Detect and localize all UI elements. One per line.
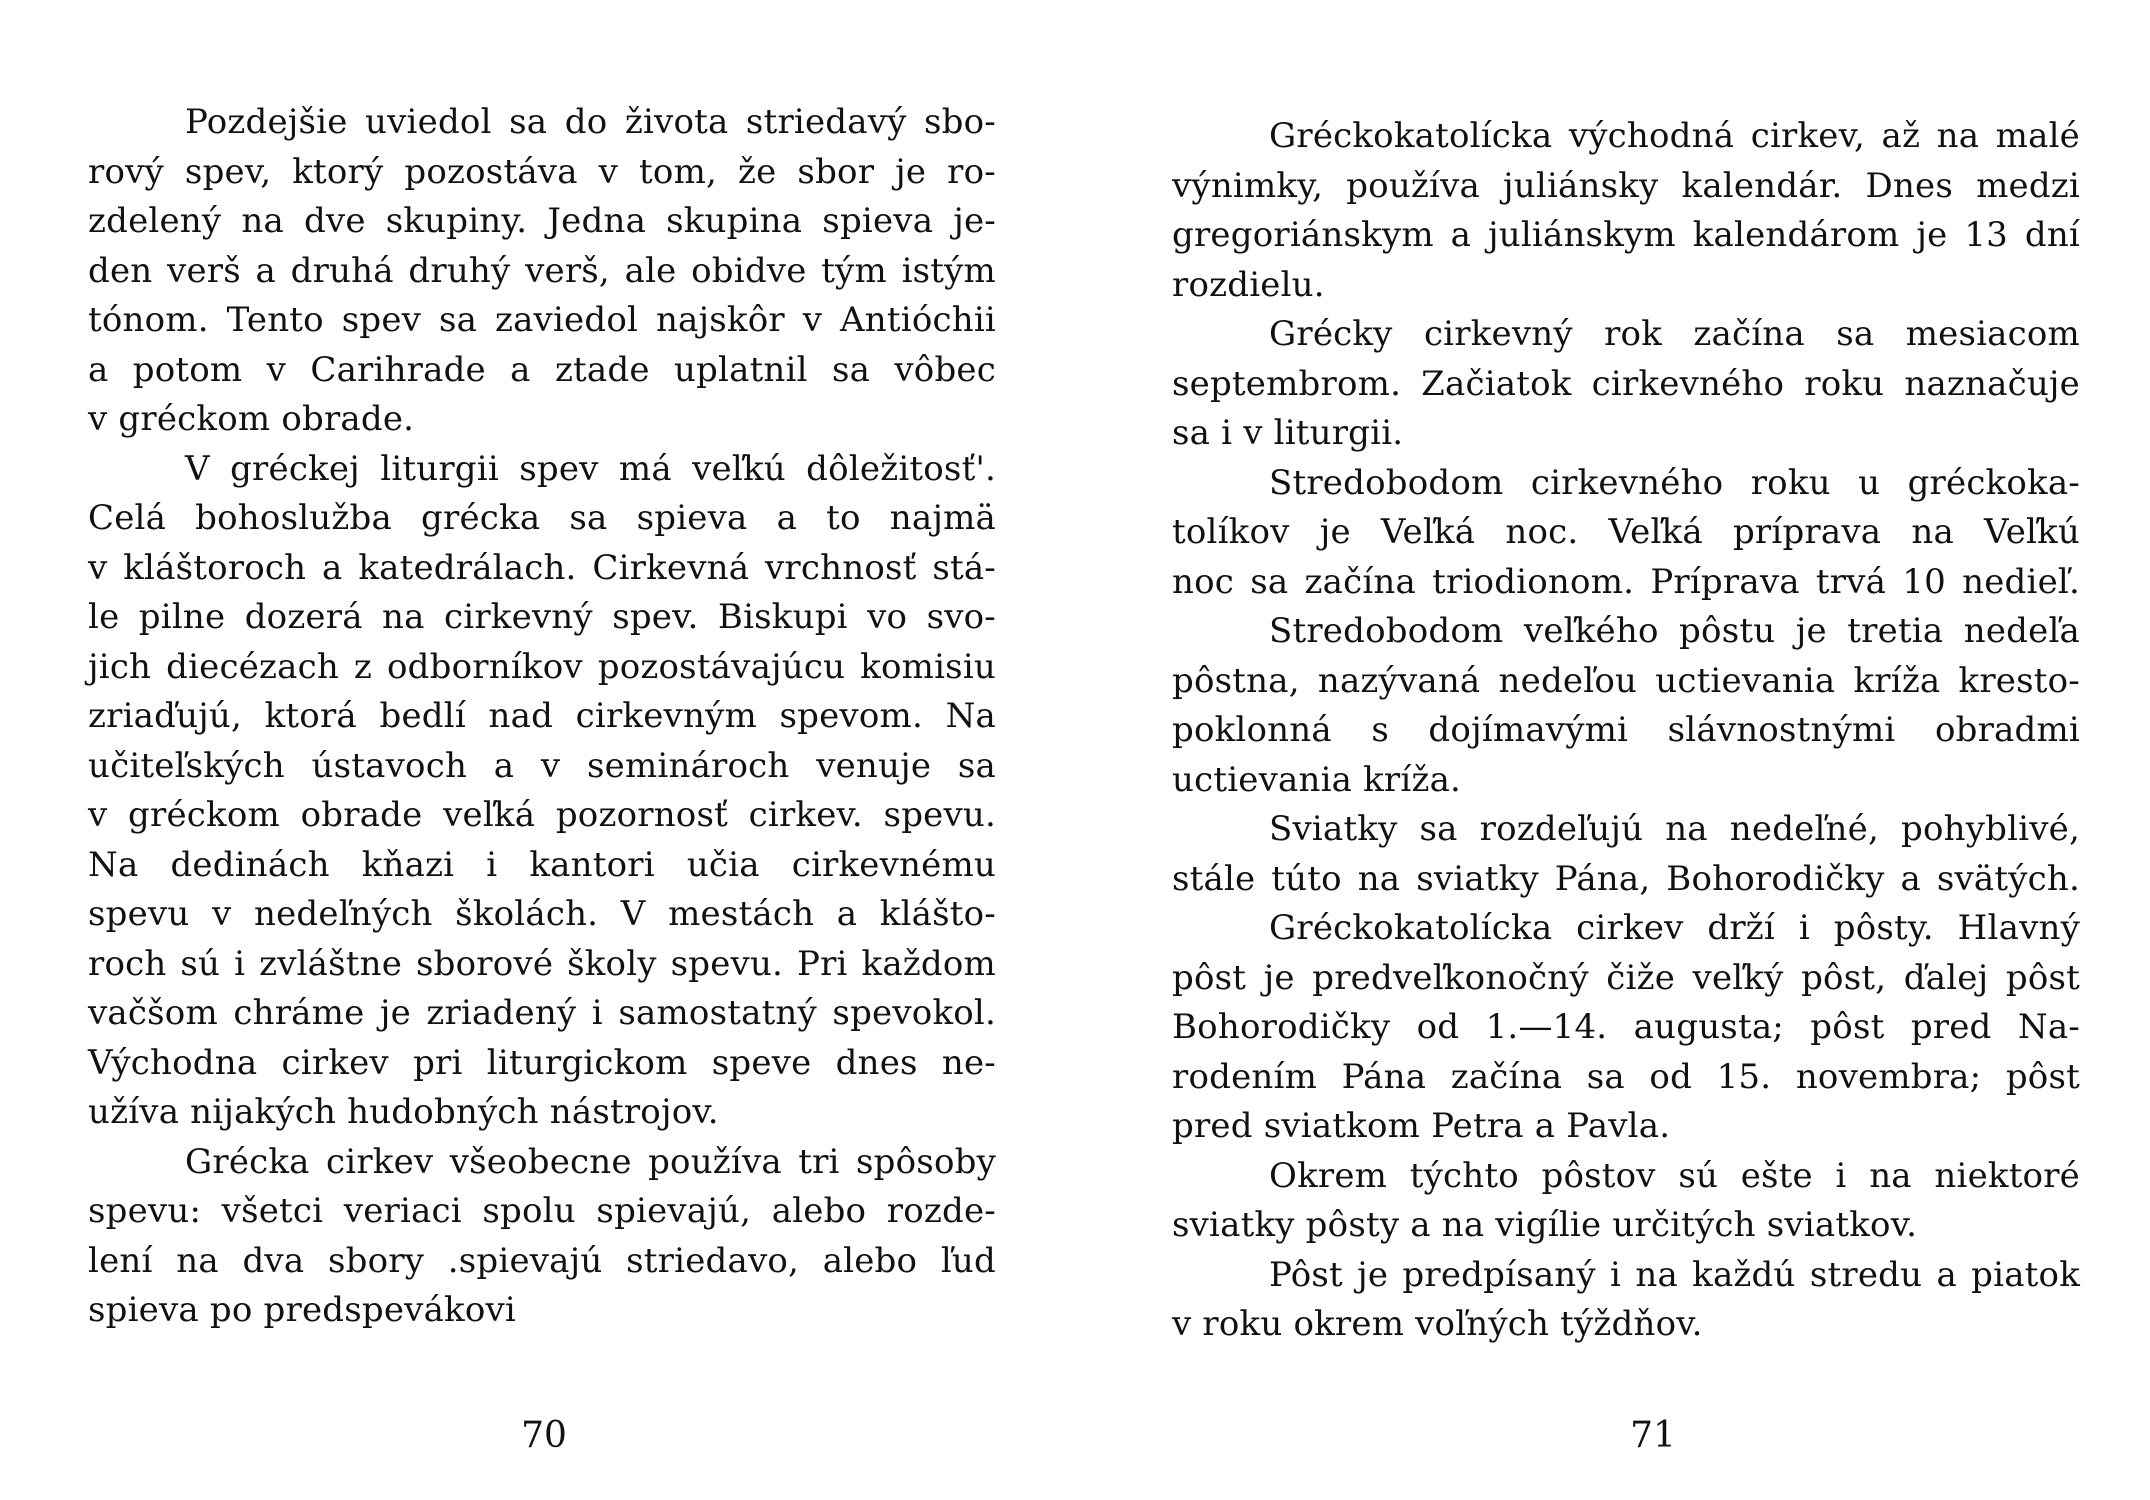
- right-page: [1075, 0, 2150, 1500]
- text-line: spevu: všetci veriaci spolu spievajú, alebo rozde-: [88, 1191, 996, 1231]
- text-line: výnimky, používa juliánsky kalendár. Dnes medzi: [1172, 165, 2080, 206]
- text-line: v gréckom obrade.: [88, 399, 415, 439]
- text-line: Pozdejšie uviedol sa do života striedavý sbo-: [185, 102, 996, 142]
- text-line: Na dedinách kňazi i kantori učia cirkevnému: [88, 844, 996, 885]
- text-line: Gréckokatolícka cirkev drží i pôsty. Hlavný: [1269, 908, 2080, 948]
- text-line: pred sviatkom Petra a Pavla.: [1172, 1106, 1671, 1146]
- text-line: pôstna, nazývaná nedeľou uctievania kríža kresto-: [1172, 660, 2080, 701]
- text-line: Pôst je predpísaný i na každú stredu a piatok: [1269, 1254, 2080, 1295]
- text-line: v roku okrem voľných týždňov.: [1172, 1304, 1703, 1344]
- text-line: jich diecézach z odborníkov pozostávajúcu komisiu: [88, 646, 996, 687]
- text-line: učiteľských ústavoch a v seminároch venuje sa: [88, 745, 996, 786]
- text-line: sviatky pôsty a na vigílie určitých sviatkov.: [1172, 1205, 1918, 1245]
- text-line: uctievania kríža.: [1172, 759, 1462, 800]
- page-number: 70: [521, 1415, 567, 1456]
- right-page-text: [1172, 112, 2080, 1350]
- text-line: septembrom. Začiatok cirkevného roku naznačuje: [1172, 363, 2080, 404]
- text-line: stále túto na sviatky Pána, Bohorodičky a svätých.: [1172, 858, 2080, 899]
- text-line: poklonná s dojímavými slávnostnými obradmi: [1172, 710, 2080, 750]
- text-line: vačšom chráme je zriadený i samostatný spevokol.: [88, 993, 996, 1033]
- text-line: zriaďujú, ktorá bedlí nad cirkevným spevom. Na: [88, 696, 996, 736]
- text-line: v gréckom obrade veľká pozornosť cirkev. spevu.: [88, 795, 996, 835]
- text-line: lení na dva sbory .spievajú striedavo, alebo ľud: [88, 1240, 996, 1281]
- text-line: Stredobodom veľkého pôstu je tretia nedeľa: [1269, 611, 2080, 651]
- page-number: 71: [1630, 1415, 1676, 1456]
- text-line: tónom. Tento spev sa zaviedol najskôr v Antióchii: [88, 300, 996, 340]
- left-page-text: [88, 98, 996, 1336]
- text-line: spieva po predspevákovi: [88, 1290, 517, 1330]
- text-line: Stredobodom cirkevného roku u gréckoka-: [1269, 462, 2080, 503]
- text-line: rový spev, ktorý pozostáva v tom, že sbor je ro-: [88, 151, 996, 192]
- text-line: Grécky cirkevný rok začína sa mesiacom: [1269, 314, 2080, 354]
- text-line: Východna cirkev pri liturgickom speve dnes ne-: [88, 1042, 996, 1083]
- text-line: Gréckokatolícka východná cirkev, až na malé: [1269, 116, 2080, 156]
- text-line: tolíkov je Veľká noc. Veľká príprava na Veľkú: [1172, 512, 2080, 552]
- text-line: Bohorodičky od 1.—14. augusta; pôst pred Na-: [1172, 1007, 2080, 1047]
- text-line: rodením Pána začína sa od 15. novembra; pôst: [1172, 1056, 2080, 1097]
- text-line: pôst je predveľkonočný čiže veľký pôst, ďalej pôst: [1172, 957, 2080, 998]
- text-line: roch sú i zvláštne sborové školy spevu. Pri každom: [88, 943, 996, 984]
- text-line: sa i v liturgii.: [1172, 413, 1404, 453]
- text-line: zdelený na dve skupiny. Jedna skupina spieva je-: [88, 201, 996, 241]
- text-line: rozdielu.: [1172, 264, 1325, 305]
- text-line: spevu v nedeľných školách. V mestách a klášto-: [88, 894, 996, 934]
- text-line: noc sa začína triodionom. Príprava trvá 10 nedieľ.: [1172, 561, 2080, 602]
- text-line: Sviatky sa rozdeľujú na nedeľné, pohyblivé,: [1269, 809, 2080, 849]
- text-line: a potom v Carihrade a ztade uplatnil sa vôbec: [88, 349, 996, 390]
- text-line: v kláštoroch a katedrálach. Cirkevná vrchnosť stá-: [88, 547, 996, 588]
- text-line: V gréckej liturgii spev má veľkú dôležitosť'.: [185, 448, 996, 489]
- text-line: Okrem týchto pôstov sú ešte i na niektoré: [1269, 1155, 2080, 1196]
- text-line: gregoriánskym a juliánskym kalendárom je 13 dní: [1172, 215, 2080, 255]
- text-line: užíva nijakých hudobných nástrojov.: [88, 1092, 719, 1132]
- text-line: den verš a druhá druhý verš, ale obidve tým istým: [88, 250, 996, 291]
- text-line: Celá bohoslužba grécka sa spieva a to najmä: [88, 498, 996, 538]
- text-line: le pilne dozerá na cirkevný spev. Biskupi vo svo-: [88, 597, 996, 637]
- text-line: Grécka cirkev všeobecne používa tri spôsoby: [185, 1141, 996, 1182]
